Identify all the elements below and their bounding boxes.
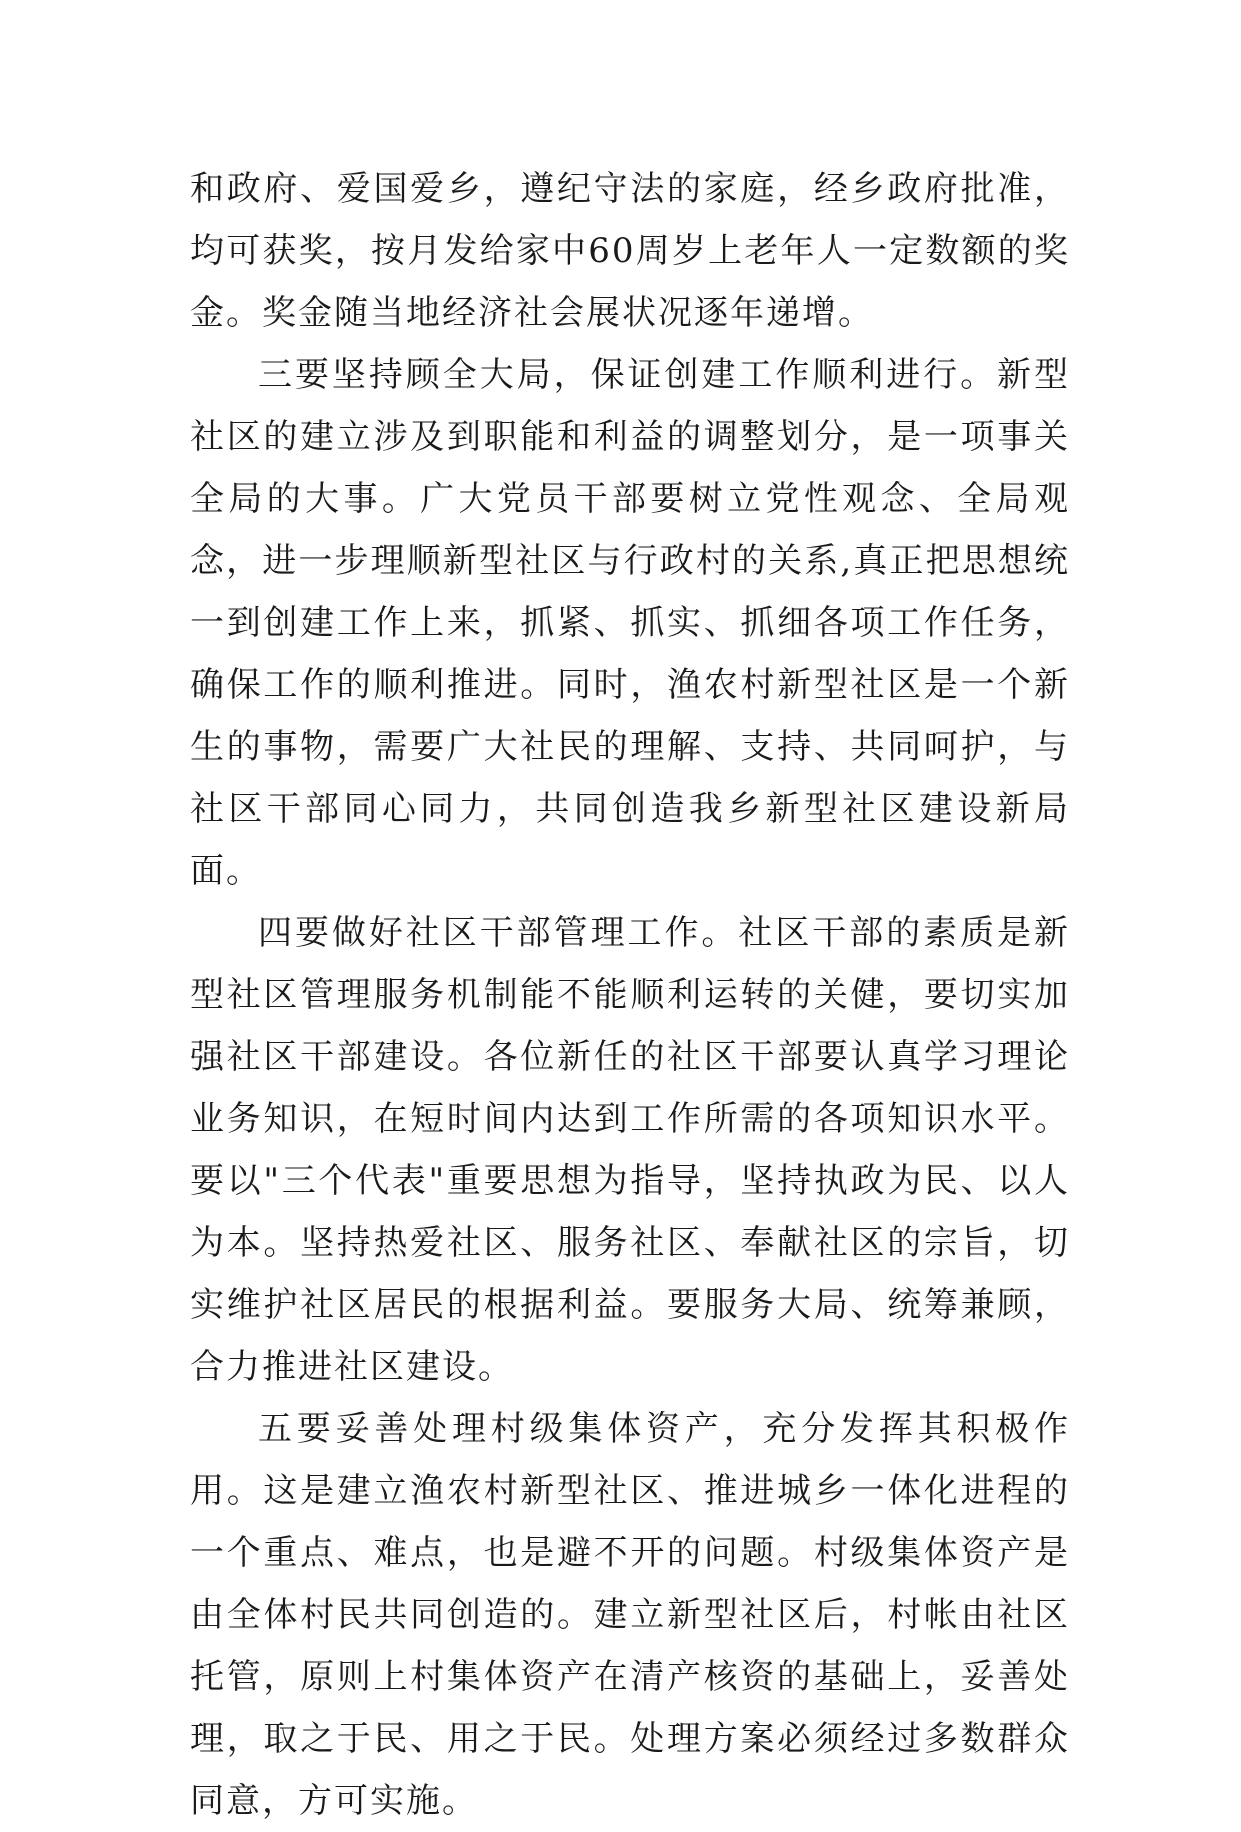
paragraph-continuation: 和政府、爱国爱乡，遵纪守法的家庭，经乡政府批准，均可获奖，按月发给家中60周岁上老年人一定数额的奖金。奖金随当地经济社会展状况逐年递增。 bbox=[190, 169, 1070, 333]
paragraph-point-five: 五要妥善处理村级集体资产，充分发挥其积极作用。这是建立渔农村新型社区、推进城乡一体化进程的一个重点、难点，也是避不开的问题。村级集体资产是由全体村民共同创造的。建立新型社区后，村帐由社区托管，原则上村集体资产在清产核资的基础上，妥善处理，取之于民、用之于民。处理方案必须经过多数群众同意，方可实施。 bbox=[190, 1409, 1070, 1821]
paragraph-point-four: 四要做好社区干部管理工作。社区干部的素质是新型社区管理服务机制能不能顺利运转的关健，要切实加强社区干部建设。各位新任的社区干部要认真学习理论业务知识，在短时间内达到工作所需的各项知识水平。要以"三个代表"重要思想为指导，坚持执政为民、以人为本。坚持热爱社区、服务社区、奉献社区的宗旨，切实维护社区居民的根据利益。要服务大局、统筹兼顾，合力推进社区建设。 bbox=[190, 913, 1070, 1387]
document-body bbox=[190, 158, 1070, 1832]
paragraph-point-three: 三要坚持顾全大局，保证创建工作顺利进行。新型社区的建立涉及到职能和利益的调整划分，是一项事关全局的大事。广大党员干部要树立党性观念、全局观念，进一步理顺新型社区与行政村的关系,真正把思想统一到创建工作上来，抓紧、抓实、抓细各项工作任务，确保工作的顺利推进。同时，渔农村新型社区是一个新生的事物，需要广大社民的理解、支持、共同呵护，与社区干部同心同力，共同创造我乡新型社区建设新局面。 bbox=[190, 355, 1070, 891]
